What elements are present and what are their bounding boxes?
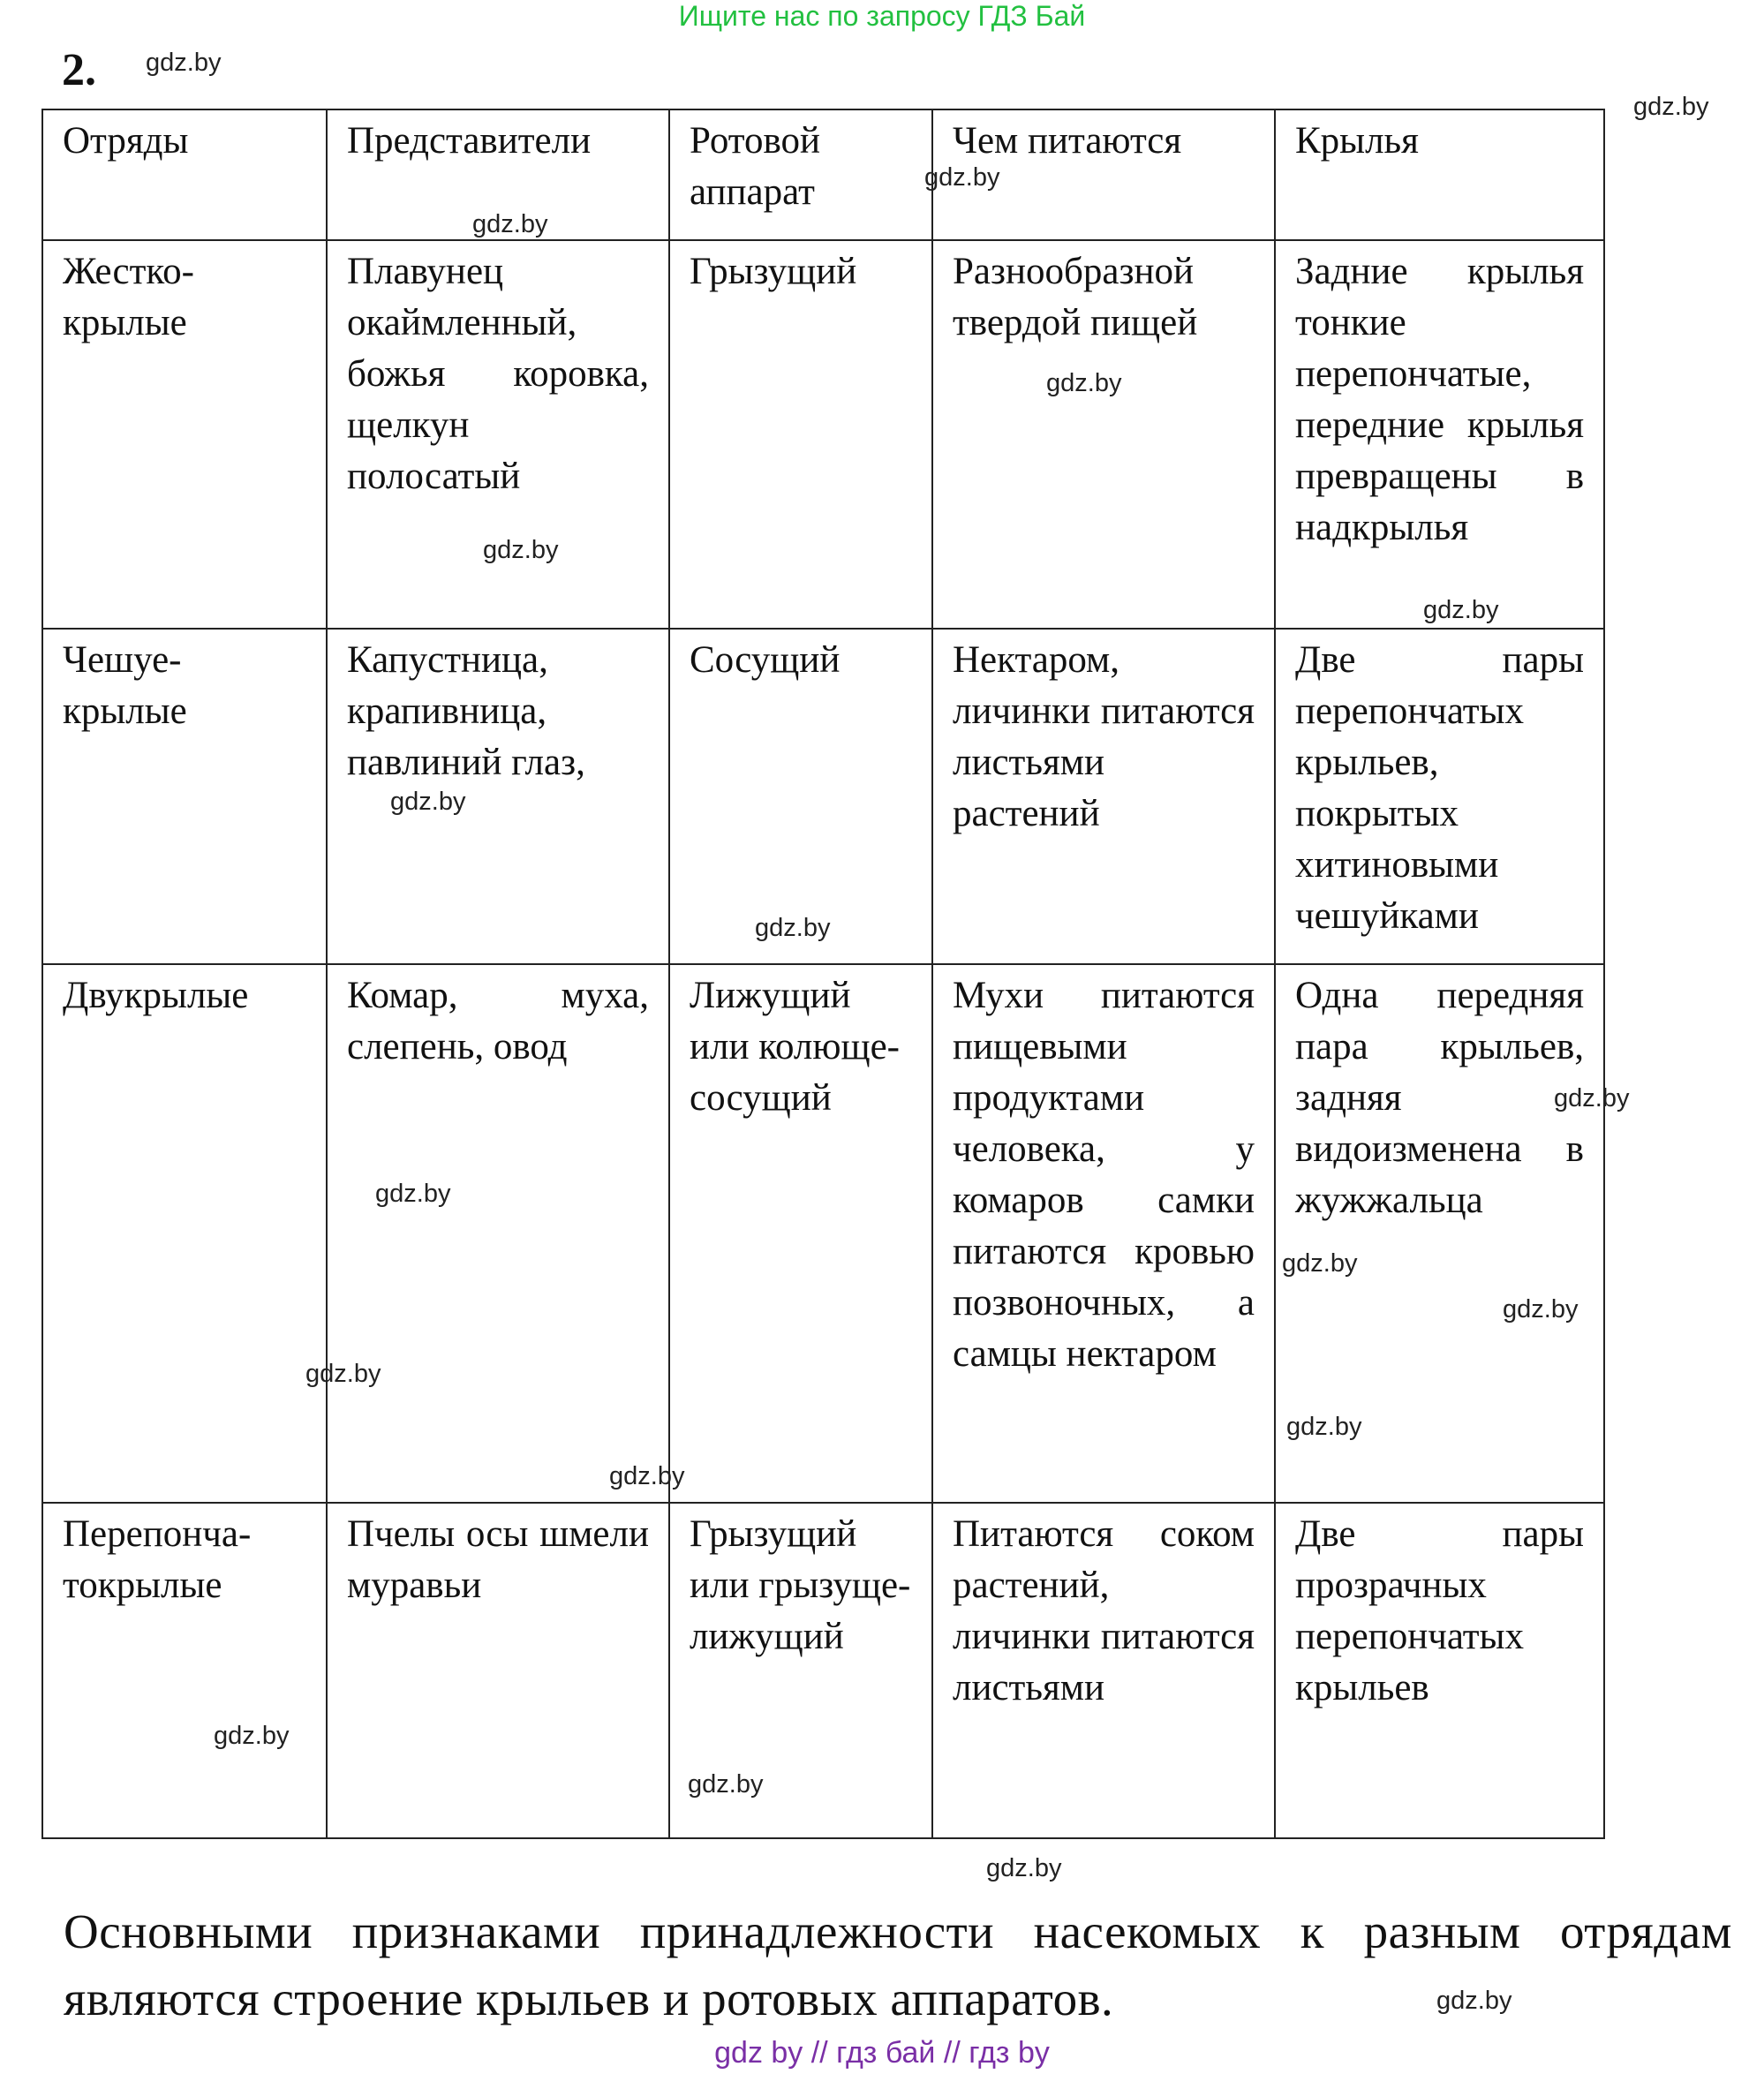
footer-links[interactable]: gdz by // гдз бай // гдз by (714, 2036, 1050, 2070)
search-banner[interactable]: Ищите нас по запросу ГДЗ Бай (678, 0, 1086, 32)
table-cell (932, 240, 1275, 629)
header-cell (42, 109, 327, 240)
watermark: gdz.by (483, 536, 559, 564)
table-cell (1275, 240, 1604, 629)
table-row (42, 964, 1604, 1503)
table-cell (327, 1503, 669, 1838)
watermark: gdz.by (1503, 1295, 1579, 1324)
table-row (42, 1503, 1604, 1838)
header-mouthparts: Ротовой аппарат (690, 120, 821, 213)
header-wings: Крылья (1295, 120, 1419, 162)
wings: Одна передняя пара крыльев, задняя видоизменена в жужжальца (1295, 975, 1584, 1221)
representatives: Плавунец окаймленный, божья коровка, щелкун полосатый (347, 251, 649, 497)
table-cell (42, 629, 327, 964)
header-cell (1275, 109, 1604, 240)
table-header-row (42, 109, 1604, 240)
order-name: Перепонча- токрылые (63, 1513, 252, 1606)
watermark: gdz.by (924, 163, 1000, 192)
table-cell (932, 629, 1275, 964)
table-cell (327, 964, 669, 1503)
order-name: Двукрылые (63, 975, 249, 1016)
representatives: Капустница, крапивница, павлиний глаз, (347, 639, 585, 783)
table-cell (1275, 1503, 1604, 1838)
header-diet: Чем питаются (953, 120, 1182, 162)
watermark: gdz.by (1046, 369, 1122, 397)
mouthparts: Лижущий или колюще- сосущий (690, 975, 900, 1119)
mouthparts: Грызущий или грызуще- лижущий (690, 1513, 911, 1657)
table-cell (42, 1503, 327, 1838)
header-cell (669, 109, 932, 240)
watermark: gdz.by (1436, 1987, 1512, 2015)
watermark: gdz.by (1554, 1084, 1630, 1112)
watermark: gdz.by (390, 788, 466, 816)
table-cell (42, 240, 327, 629)
table-cell (42, 964, 327, 1503)
wings: Две пары прозрачных перепончатых крыльев (1295, 1513, 1584, 1708)
wings: Задние крылья тонкие перепончатые, передние крылья превращены в надкрылья (1295, 251, 1584, 548)
watermark: gdz.by (472, 210, 548, 238)
diet: Питаются соком растений, личинки питаются листьями (953, 1513, 1255, 1708)
representatives: Пчелы осы шмели муравьи (347, 1513, 649, 1606)
insect-orders-table (41, 109, 1605, 1839)
diet: Разнообразной твердой пищей (953, 251, 1198, 343)
watermark: gdz.by (146, 49, 222, 77)
order-name: Чешуе- крылые (63, 639, 187, 732)
representatives: Комар, муха, слепень, овод (347, 975, 649, 1067)
table-row (42, 240, 1604, 629)
mouthparts: Сосущий (690, 639, 841, 681)
table-cell (669, 964, 932, 1503)
diet: Нектаром, личинки питаются листьями растений (953, 639, 1255, 834)
watermark: gdz.by (609, 1462, 685, 1490)
header-representatives: Представители (347, 120, 592, 162)
watermark: gdz.by (375, 1180, 451, 1208)
table-cell (932, 964, 1275, 1503)
watermark: gdz.by (1282, 1249, 1358, 1278)
table-cell (932, 1503, 1275, 1838)
conclusion-text: Основными признаками принадлежности насекомых к разным отрядам являются строение крыльев и ротовых аппаратов. (64, 1904, 1732, 2025)
table-cell (1275, 629, 1604, 964)
watermark: gdz.by (1286, 1413, 1362, 1441)
task-number: 2. (62, 45, 96, 95)
watermark: gdz.by (986, 1854, 1062, 1882)
diet: Мухи питаются пищевыми продуктами человека, у комаров самки питаются кровью позвоночных, а самцы нектаром (953, 975, 1255, 1375)
watermark: gdz.by (1633, 93, 1709, 121)
order-name: Жестко- крылые (63, 251, 194, 343)
watermark: gdz.by (1423, 596, 1499, 624)
watermark: gdz.by (305, 1360, 381, 1388)
table-cell (327, 240, 669, 629)
table-cell (327, 629, 669, 964)
mouthparts: Грызущий (690, 251, 857, 292)
watermark: gdz.by (688, 1770, 764, 1799)
header-orders: Отряды (63, 120, 189, 162)
table-cell (669, 240, 932, 629)
watermark: gdz.by (214, 1722, 290, 1750)
wings: Две пары перепончатых крыльев, покрытых хитиновыми чешуйками (1295, 639, 1584, 937)
watermark: gdz.by (755, 914, 831, 942)
